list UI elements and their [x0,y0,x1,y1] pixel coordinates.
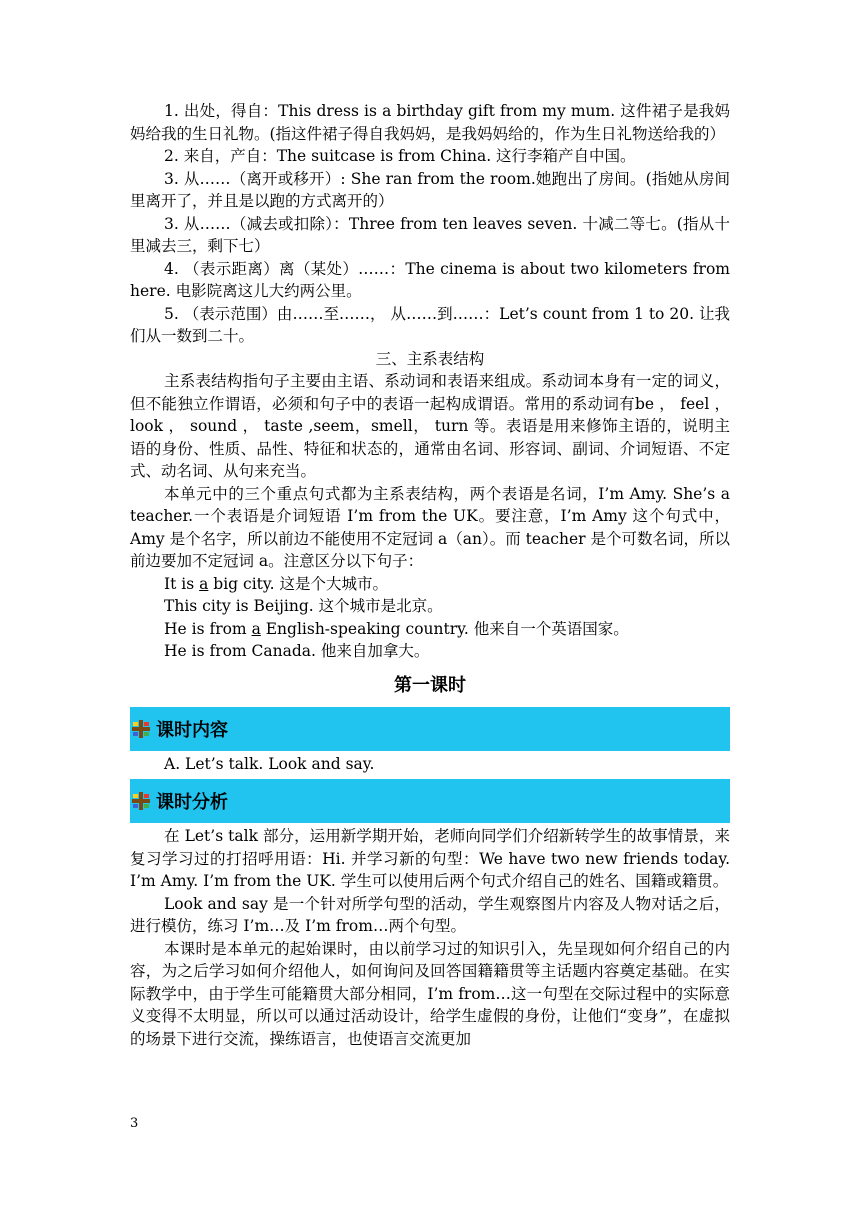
item-3a: 3. 从……（离开或移开）: She ran from the room.她跑出了房间。(指她从房间里离开了，并且是以跑的方式离开的） [130,169,730,210]
example-sentence-1: It is a big city. 这是个大城市。 [164,574,388,593]
banner-label: 课时分析 [156,792,228,813]
analysis-paragraph-2: Look and say 是一个针对所学句型的活动，学生观察图片内容及人物对话之后，进行模仿，练习 I’m…及 I’m from…两个句型。 [130,894,730,935]
item-3b: 3. 从……（减去或扣除）：Three from ten leaves seven. 十减二等七。(指从十里减去三，剩下七） [130,214,730,255]
lesson-content-text: A. Let’s talk. Look and say. [164,754,375,773]
lesson-analysis-banner [130,779,730,823]
page-number: 3 [130,1116,139,1131]
flag-icon [132,720,150,738]
example-sentence-3: He is from a English-speaking country. 他来自一个英语国家。 [164,619,629,638]
example-sentence-4: He is from Canada. 他来自加拿大。 [164,642,430,660]
document-body [130,100,730,1050]
section-paragraph-1: 主系表结构指句子主要由主语、系动词和表语来组成。系动词本身有一定的词义，但不能独立作谓语，必须和句子中的表语一起构成谓语。常用的系动词有be ， feel ， look ， sound ， taste ,seem，smell， turn 等。表语是用来修饰主语的，说明主语的身份、性质、品性、特征和状态的，通常由名词、形容词、副词、介词短语、不定式、动名词、从句来充当。 [130,372,730,480]
item-1: 1. 出处，得自：This dress is a birthday gift from my mum. 这件裙子是我妈妈给我的生日礼物。(指这件裙子得自我妈妈，是我妈妈给的，作为生日礼物送给我的） [130,102,730,143]
example-sentence-2: This city is Beijing. 这个城市是北京。 [164,597,443,615]
flag-icon [132,792,150,810]
item-2: 2. 来自，产自：The suitcase is from China. 这行李箱产自中国。 [164,147,636,165]
analysis-paragraph-1: 在 Let’s talk 部分，运用新学期开始，老师向同学们介绍新转学生的故事情景，来复习学习过的打招呼用语：Hi. 并学习新的句型：We have two new friends today. I’m Amy. I’m from the UK. 学生可以使用后两个句式介绍自己的姓名、国籍或籍贯。 [130,827,730,890]
lesson-content-banner [130,707,730,751]
item-5: 5. （表示范围）由……至……， 从……到……：Let’s count from 1 to 20. 让我们从一数到二十。 [130,304,730,345]
banner-label: 课时内容 [156,719,228,741]
analysis-paragraph-3: 本课时是本单元的起始课时，由以前学习过的知识引入，先呈现如何介绍自己的内容，为之后学习如何介绍他人，如何询问及回答国籍籍贯等主话题内容奠定基础。在实际教学中，由于学生可能籍贯大部分相同，I’m from…这一句型在交际过程中的实际意义变得不太明显，所以可以通过活动设计，给学生虚假的身份，让他们“变身”，在虚拟的场景下进行交流，操练语言，也使语言交流更加 [130,939,730,1048]
section-paragraph-2: 本单元中的三个重点句式都为主系表结构，两个表语是名词，I’m Amy. She’s a teacher.一个表语是介词短语 I’m from the UK。要注意，I’m Amy 这个句式中，Amy 是个名字，所以前边不能使用不定冠词 a（an）。而 teacher 是个可数名词，所以前边要加不定冠词 a。注意区分以下句子： [130,484,730,570]
lesson-title: 第一课时 [394,674,466,696]
section-heading: 三、主系表结构 [375,349,485,368]
item-4: 4. （表示距离）离（某处）……：The cinema is about two kilometers from here. 电影院离这儿大约两公里。 [130,259,730,300]
